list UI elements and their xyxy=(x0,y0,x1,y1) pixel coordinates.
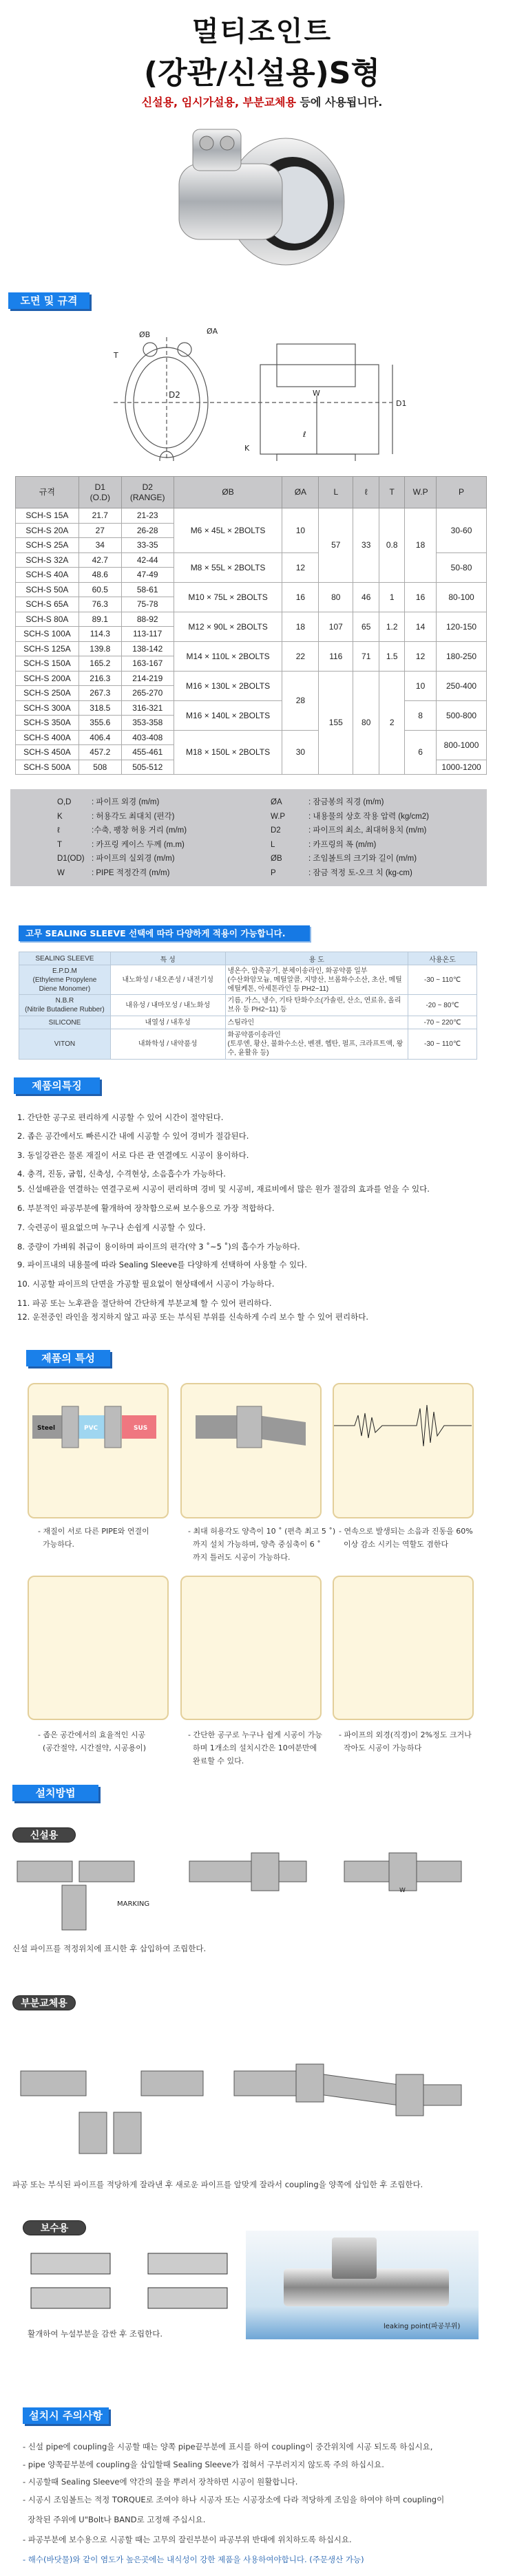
ob-cell: M18 × 150L × 2BOLTS xyxy=(174,730,282,775)
subtitle-highlight: 신설용, 임시가설용, 부분교체용 xyxy=(141,96,296,109)
panel-angle-tolerance xyxy=(180,1383,322,1518)
model-cell: SCH-S 500A xyxy=(16,760,79,775)
panel-easy-tools xyxy=(180,1576,322,1720)
d2-cell: 58-61 xyxy=(121,582,174,597)
model-cell: SCH-S 200A xyxy=(16,671,79,686)
sleeve-cell: E.P.D.M (Ethyleme Propylene Diene Monomer) xyxy=(19,965,111,995)
legend-term: D1(OD) xyxy=(57,855,85,863)
title-line1: 멀티조인트 xyxy=(191,16,333,47)
legend-desc: :수축, 팽창 허용 거리 (m/m) xyxy=(92,826,187,835)
usage-cell: 스팀라인 xyxy=(225,1016,408,1029)
temp-cell: -70 ~ 220℃ xyxy=(408,1016,477,1029)
section-characteristics-badge: 제품의 특성 xyxy=(26,1350,110,1366)
l-cell: 80 xyxy=(319,582,353,612)
ob-cell: M14 × 110L × 2BOLTS xyxy=(174,641,282,671)
usage-cell: 화공약품이송라인 (토루엔, 황산, 불화수소산, 벤젠, 헵탄, 펄프, 크라프트액, 왕수, 윤활유 등) xyxy=(225,1029,408,1060)
install-partial-caption: 파공 또는 부식된 파이프를 적당하게 잘라낸 후 새로운 파이프를 알맞게 잘라서 coupling을 양쪽에 삽입한 후 조립한다. xyxy=(12,2180,423,2189)
d2-cell: 47-49 xyxy=(121,568,174,583)
d1-cell: 42.7 xyxy=(78,552,121,568)
d1-cell: 508 xyxy=(78,760,121,775)
caution-item: - 신설 pipe에 coupling을 시공할 때는 양쪽 pipe끝부분에 표시를 하여 coupling이 중간위치에 시공 되도록 하십시요, xyxy=(23,2442,433,2451)
feature-item: 1. 간단한 공구로 편리하게 시공할 수 있어 시간이 절약된다. xyxy=(17,1113,224,1122)
d1-cell: 355.6 xyxy=(78,716,121,731)
label-w: W xyxy=(313,389,320,398)
characteristic-caption: - 간단한 공구로 누구나 쉽게 시공이 가능 하며 1개소의 설치시간은 10여분만에 완료할 수 있다. xyxy=(188,1730,322,1765)
wp-cell: 16 xyxy=(405,582,437,612)
d2-cell: 42-44 xyxy=(121,552,174,568)
sealing-row xyxy=(19,1029,477,1060)
p-cell: 250-400 xyxy=(437,671,487,700)
feature-item: 10. 시공할 파이프의 단면을 가공할 필요없이 현상태에서 시공이 가능하다. xyxy=(17,1279,275,1289)
usage-cell: 냉온수, 압축공기, 분체이송라인, 화공약품 일부 (수산화암모늄, 메틸알콜, 지방산, 브롬화수소산, 초산, 메틸에틸케톤, 아세톤라인 등 PH2~11) xyxy=(225,965,408,995)
legend-desc: : 조임볼트의 크기와 길이 (m/m) xyxy=(308,855,417,863)
legend-term: ØB xyxy=(271,855,282,863)
sealing-header-cell: 사용온도 xyxy=(408,952,477,965)
ob-cell: M16 × 140L × 2BOLTS xyxy=(174,700,282,730)
d1-cell: 165.2 xyxy=(78,656,121,672)
model-cell: SCH-S 400A xyxy=(16,730,79,745)
l-cell: 107 xyxy=(319,612,353,641)
d1-cell: 139.8 xyxy=(78,641,121,656)
legend-desc: : 카프링 케이스 두께 (m.m) xyxy=(92,840,185,849)
d1-cell: 267.3 xyxy=(78,686,121,701)
install-partial-pill: 부분교체용 xyxy=(12,1995,76,2010)
caution-item: - 시공할때 Sealing Sleeve에 약간의 물을 뿌려서 장착하면 시공이 원활합니다. xyxy=(23,2477,298,2487)
legend-term: O,D xyxy=(57,798,72,806)
p-cell: 50-80 xyxy=(437,552,487,582)
d2-cell: 33-35 xyxy=(121,538,174,553)
d2-cell: 353-358 xyxy=(121,716,174,731)
panel-diameter-tolerance xyxy=(333,1576,474,1720)
install-new-pill: 신설용 xyxy=(12,1827,76,1843)
d2-cell: 505-512 xyxy=(121,760,174,775)
d2-cell: 455-461 xyxy=(121,745,174,760)
install-new-caption: 신설 파이프를 적정위치에 표시한 후 삽입하여 조립한다. xyxy=(12,1944,207,1953)
t-cell: 0.8 xyxy=(379,508,405,583)
wp-cell: 14 xyxy=(405,612,437,641)
section-cautions-badge: 설치시 주의사항 xyxy=(23,2407,109,2424)
ob-cell: M8 × 55L × 2BOLTS xyxy=(174,552,282,582)
spec-header-cell: D1 (O.D) xyxy=(78,477,121,508)
feature-item: 3. 동일강관은 물론 재질이 서로 다른 관 연결에도 시공이 용이하다. xyxy=(17,1150,249,1160)
legend-desc: : 파이프 외경 (m/m) xyxy=(92,798,160,806)
label-sus: SUS xyxy=(134,1425,148,1432)
label-d1: D1 xyxy=(396,399,406,408)
feature-item: 4. 충격, 진동, 굽힘, 신축성, 수격현상, 소음흡수가 가능하다. xyxy=(17,1169,226,1179)
sealing-row xyxy=(19,1016,477,1029)
l-cell: 116 xyxy=(319,641,353,671)
spec-header-cell: ØB xyxy=(174,477,282,508)
legend-term: W.P xyxy=(271,812,286,821)
spec-table xyxy=(15,476,487,775)
section-features-badge: 제품의특징 xyxy=(14,1077,100,1094)
label-w-gap: W xyxy=(399,1887,406,1894)
panel-different-materials xyxy=(28,1383,169,1518)
legend-term: K xyxy=(57,812,63,821)
d2-cell: 26-28 xyxy=(121,523,174,538)
label-marking: MARKING xyxy=(117,1900,150,1908)
characteristic-caption: - 최대 허용각도 양측이 10 ˚ (편측 최고 5 ˚) 까지 설치 가능하며, 양측 중심축이 6 ˚ 까지 틀러도 시공이 가능하다. xyxy=(188,1527,336,1562)
install-partial-diagram xyxy=(14,2016,468,2160)
panel-vibration xyxy=(333,1383,474,1518)
d2-cell: 316-321 xyxy=(121,700,174,716)
ell-cell: 80 xyxy=(353,671,379,775)
model-cell: SCH-S 250A xyxy=(16,686,79,701)
spec-header-cell: P xyxy=(437,477,487,508)
property-cell: 내노화성 / 내오존성 / 내전기성 xyxy=(110,965,225,995)
label-steel: Steel xyxy=(37,1425,56,1432)
sealing-row xyxy=(19,965,477,995)
spec-table-row xyxy=(16,612,487,627)
d2-cell: 75-78 xyxy=(121,597,174,612)
ell-cell: 65 xyxy=(353,612,379,641)
wp-cell: 6 xyxy=(405,730,437,775)
legend-term: P xyxy=(271,868,276,877)
label-ob: ØB xyxy=(139,330,151,339)
d2-cell: 163-167 xyxy=(121,656,174,672)
wp-cell: 18 xyxy=(405,508,437,583)
legend-desc: : 잠금 적정 토-오크 치 (kg-cm) xyxy=(308,868,412,877)
legend-term: L xyxy=(271,840,275,849)
feature-item: 7. 숙련공이 필요없으며 누구나 손쉽게 시공할 수 있다. xyxy=(17,1223,206,1232)
spec-table-header xyxy=(16,477,487,508)
sleeve-cell: SILICONE xyxy=(19,1016,111,1029)
d1-cell: 406.4 xyxy=(78,730,121,745)
model-cell: SCH-S 32A xyxy=(16,552,79,568)
p-cell: 800-1000 xyxy=(437,730,487,760)
spec-header-cell: L xyxy=(319,477,353,508)
sleeve-cell: VITON xyxy=(19,1029,111,1060)
d2-cell: 214-219 xyxy=(121,671,174,686)
model-cell: SCH-S 80A xyxy=(16,612,79,627)
legend-desc: : 내용물의 상호 작용 압력 (kg/cm2) xyxy=(308,812,429,821)
spec-legend xyxy=(10,789,487,886)
wp-cell: 10 xyxy=(405,671,437,700)
section-install-badge: 설치방법 xyxy=(12,1785,98,1801)
t-cell: 1.5 xyxy=(379,641,405,671)
label-d2: D2 xyxy=(169,390,180,400)
model-cell: SCH-S 15A xyxy=(16,508,79,524)
d1-cell: 48.6 xyxy=(78,568,121,583)
angled-pipe-illustration xyxy=(182,1398,319,1481)
d1-cell: 76.3 xyxy=(78,597,121,612)
sleeve-cell: N.B.R (Nitrile Butadiene Rubber) xyxy=(19,995,111,1016)
p-cell: 180-250 xyxy=(437,641,487,671)
temp-cell: -30 ~ 110℃ xyxy=(408,965,477,995)
legend-desc: : 카프링의 폭 (m/m) xyxy=(308,840,377,849)
model-cell: SCH-S 65A xyxy=(16,597,79,612)
oa-cell: 12 xyxy=(282,552,319,582)
d1-cell: 27 xyxy=(78,523,121,538)
feature-item: 8. 중량이 가벼워 취급이 용이하며 파이프의 편각(약 3 ˚~5 ˚)의 흡수가 가능하다. xyxy=(17,1242,300,1252)
ob-cell: M6 × 45L × 2BOLTS xyxy=(174,508,282,553)
model-cell: SCH-S 20A xyxy=(16,523,79,538)
legend-desc: : 잠금봉의 직경 (m/m) xyxy=(308,798,384,806)
d1-cell: 216.3 xyxy=(78,671,121,686)
coupling-shape xyxy=(332,2237,377,2279)
oa-cell: 16 xyxy=(282,582,319,612)
legend-term: ØA xyxy=(271,798,282,806)
temp-cell: -20 ~ 80℃ xyxy=(408,995,477,1016)
sealing-banner: 고무 SEALING SLEEVE 선택에 따라 다양하게 적용이 가능합니다. xyxy=(19,925,310,941)
spec-table-row xyxy=(16,641,487,656)
feature-item: 6. 부분적인 파공부분에 활개하여 장착함으로써 보수용으로 가장 적합하다. xyxy=(17,1203,275,1213)
oa-cell: 18 xyxy=(282,612,319,641)
p-cell: 30-60 xyxy=(437,508,487,553)
install-new-diagram xyxy=(14,1851,468,1933)
product-photo xyxy=(158,116,365,270)
sealing-row xyxy=(19,995,477,1016)
subtitle xyxy=(0,94,524,109)
ell-cell: 71 xyxy=(353,641,379,671)
p-cell: 120-150 xyxy=(437,612,487,641)
legend-desc: : 허용각도 최대치 (편각) xyxy=(92,812,175,821)
temp-cell: -30 ~ 110℃ xyxy=(408,1029,477,1060)
t-cell: 2 xyxy=(379,671,405,775)
sealing-header-cell: 용 도 xyxy=(225,952,408,965)
oa-cell: 22 xyxy=(282,641,319,671)
spec-table-row xyxy=(16,700,487,716)
characteristic-caption: - 재질이 서로 다른 PIPE와 연결이 가능하다. xyxy=(38,1527,149,1549)
d1-cell: 34 xyxy=(78,538,121,553)
spec-table-row xyxy=(16,730,487,745)
ob-cell: M16 × 130L × 2BOLTS xyxy=(174,671,282,700)
oa-cell: 10 xyxy=(282,508,319,553)
sealing-table xyxy=(19,952,477,1060)
p-cell: 1000-1200 xyxy=(437,760,487,775)
ob-cell: M10 × 75L × 2BOLTS xyxy=(174,582,282,612)
wp-cell: 8 xyxy=(405,700,437,730)
ob-cell: M12 × 90L × 2BOLTS xyxy=(174,612,282,641)
subtitle-rest: 등에 사용됩니다. xyxy=(295,96,383,109)
spec-table-row xyxy=(16,508,487,524)
label-l: ℓ xyxy=(303,430,306,439)
spec-table-row xyxy=(16,582,487,597)
sealing-header-cell: 특 성 xyxy=(110,952,225,965)
wp-cell: 12 xyxy=(405,641,437,671)
legend-term: W xyxy=(57,868,65,877)
d1-cell: 457.2 xyxy=(78,745,121,760)
dimension-drawing xyxy=(103,323,406,461)
d1-cell: 318.5 xyxy=(78,700,121,716)
p-cell: 80-100 xyxy=(437,582,487,612)
legend-term: ℓ xyxy=(57,826,60,835)
legend-term: T xyxy=(57,840,63,849)
characteristic-caption: - 좁은 공간에서의 효율적인 시공 (공간절약, 시간절약, 시공용이) xyxy=(38,1730,147,1752)
model-cell: SCH-S 350A xyxy=(16,716,79,731)
repair-photo xyxy=(246,2231,479,2339)
feature-item: 5. 신설배관을 연결하는 연결구로써 시공이 편리하며 경비 및 시공비, 재료비에서 많은 원가 절감의 효과를 얻을 수 있다. xyxy=(17,1184,430,1194)
d2-cell: 265-270 xyxy=(121,686,174,701)
sealing-header-cell: SEALING SLEEVE xyxy=(19,952,111,965)
legend-desc: : 파이프의 최소, 최대허용치 (m/m) xyxy=(308,826,427,835)
spec-header-cell: W.P xyxy=(405,477,437,508)
label-k: K xyxy=(244,444,250,453)
model-cell: SCH-S 50A xyxy=(16,582,79,597)
property-cell: 내화학성 / 내약품성 xyxy=(110,1029,225,1060)
property-cell: 내유성 / 내마모성 / 내노화성 xyxy=(110,995,225,1016)
vibration-wave-illustration xyxy=(334,1398,472,1481)
l-cell: 57 xyxy=(319,508,353,583)
usage-cell: 기름, 가스, 냉수, 기타 탄화수소(가솔린, 산소, 연료유, 올리브유 등 PH2~11) 등 xyxy=(225,995,408,1016)
spec-header-cell: ℓ xyxy=(353,477,379,508)
model-cell: SCH-S 40A xyxy=(16,568,79,583)
feature-item: 12. 운전중인 라인을 정지하지 않고 파공 또는 부식된 부위를 신속하게 수리 보수 할 수 있어 편리하다. xyxy=(17,1312,369,1322)
d2-cell: 21-23 xyxy=(121,508,174,524)
label-oa: ØA xyxy=(207,327,218,336)
leaking-point-label: leaking point(파공부위) xyxy=(384,2323,461,2330)
d2-cell: 113-117 xyxy=(121,627,174,642)
property-cell: 내열성 / 내후성 xyxy=(110,1016,225,1029)
caution-item: - 시공시 조임볼트는 적정 TORQUE로 조여야 하나 시공자 또는 시공장소에 다라 적당하게 조임을 하여야 하며 coupling이 xyxy=(23,2495,445,2504)
d2-cell: 138-142 xyxy=(121,641,174,656)
model-cell: SCH-S 25A xyxy=(16,538,79,553)
model-cell: SCH-S 150A xyxy=(16,656,79,672)
caution-item: 장착된 주위에 U"Bolt나 BAND로 고정해 주십시요. xyxy=(23,2515,206,2524)
model-cell: SCH-S 100A xyxy=(16,627,79,642)
legend-desc: : 파이프의 실외경 (m/m) xyxy=(92,855,175,863)
install-repair-caption: 활개하여 누설부분을 감싼 후 조립한다. xyxy=(28,2329,163,2339)
pipe-materials-illustration xyxy=(29,1398,167,1481)
panel-narrow-space xyxy=(28,1576,169,1720)
feature-item: 9. 파이프내의 내용물에 따라 Sealing Sleeve를 다양하게 선택하여 사용할 수 있다. xyxy=(17,1260,307,1269)
ell-cell: 33 xyxy=(353,508,379,583)
title-line2: (강관/신설용)S형 xyxy=(143,56,380,91)
ell-cell: 46 xyxy=(353,582,379,612)
caution-item: - 파공부분에 보수용으로 시공할 때는 고무의 잘린부분이 파공부위 반대에 위치하도록 하십시요. xyxy=(23,2535,352,2544)
oa-cell: 30 xyxy=(282,730,319,775)
install-repair-pill: 보수용 xyxy=(23,2220,86,2235)
d1-cell: 114.3 xyxy=(78,627,121,642)
d1-cell: 89.1 xyxy=(78,612,121,627)
p-cell: 500-800 xyxy=(437,700,487,730)
spec-header-cell: T xyxy=(379,477,405,508)
spec-header-cell: D2 (RANGE) xyxy=(121,477,174,508)
d1-cell: 21.7 xyxy=(78,508,121,524)
caution-item: - pipe 양쪽끝부분에 coupling을 삽입할때 Sealing Sleeve가 접혀서 구부러지지 않도록 주의 하십시요. xyxy=(23,2460,384,2469)
spec-header-cell: ØA xyxy=(282,477,319,508)
t-cell: 1 xyxy=(379,582,405,612)
d2-cell: 88-92 xyxy=(121,612,174,627)
spec-header-cell: 규격 xyxy=(16,477,79,508)
characteristic-caption: - 파이프의 외경(직경)이 2%정도 크거나 작아도 시공이 가능하다 xyxy=(339,1730,472,1752)
feature-item: 11. 파공 또는 노후관을 절단하여 간단하게 부분교체 할 수 있어 편리하다. xyxy=(17,1298,272,1308)
l-cell: 155 xyxy=(319,671,353,775)
damaged-pipes-illustration xyxy=(28,2250,234,2319)
label-pvc: PVC xyxy=(84,1425,98,1432)
oa-cell: 28 xyxy=(282,671,319,730)
d2-cell: 403-408 xyxy=(121,730,174,745)
model-cell: SCH-S 300A xyxy=(16,700,79,716)
section-drawing-badge: 도면 및 규격 xyxy=(8,292,90,309)
t-cell: 1.2 xyxy=(379,612,405,641)
feature-item: 2. 좁은 공간에서도 빠른시간 내에 시공할 수 있어 경비가 절감된다. xyxy=(17,1131,249,1141)
spec-table-row xyxy=(16,671,487,686)
model-cell: SCH-S 125A xyxy=(16,641,79,656)
model-cell: SCH-S 450A xyxy=(16,745,79,760)
label-t: T xyxy=(114,351,118,360)
d1-cell: 60.5 xyxy=(78,582,121,597)
caution-item: - 해수(바닷물)와 같이 염도가 높은곳에는 내식성이 강한 제품을 사용하여야합니다. (주문생산 가능) xyxy=(23,2555,364,2564)
characteristic-caption: - 연속으로 발생되는 소음과 진동을 60% 이상 감소 시키는 역할도 겸한다 xyxy=(339,1527,473,1549)
legend-desc: : PIPE 적정간격 (m/m) xyxy=(92,868,170,877)
legend-term: D2 xyxy=(271,826,281,835)
